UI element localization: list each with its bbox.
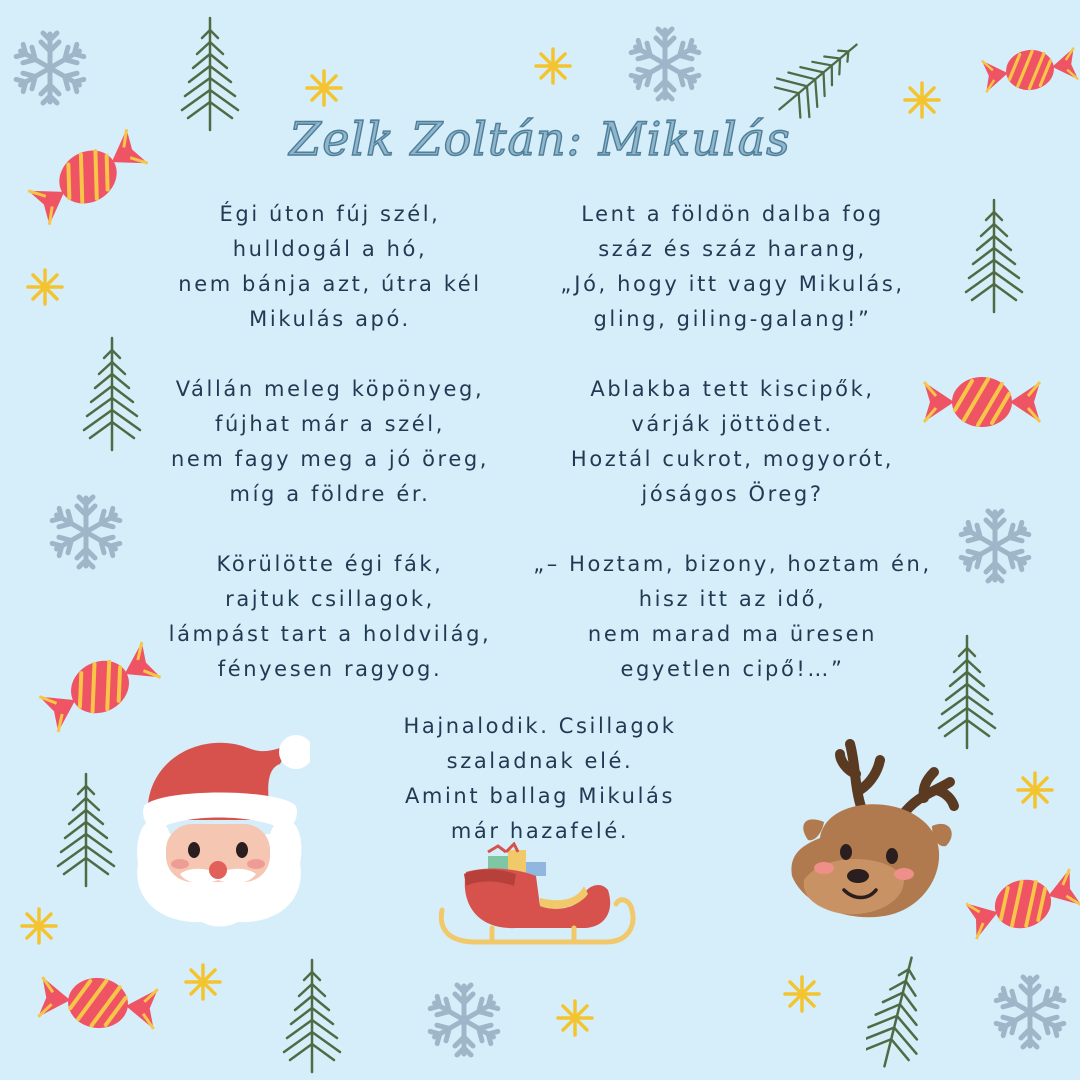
sleigh-icon [436, 842, 642, 954]
poem-title: Zelk Zoltán: Mikulás [289, 112, 791, 166]
candy-icon [980, 30, 1080, 110]
reindeer-icon [784, 730, 964, 925]
poem-line: jóságos Öreg? [641, 482, 824, 506]
star-icon [23, 265, 67, 309]
stanza-1 [110, 197, 550, 337]
star-icon [1013, 768, 1057, 812]
poem-line: várják jöttödet. [631, 412, 834, 436]
poem-line: már hazafelé. [450, 819, 630, 843]
poem-line: Égi úton fúj szél, [219, 202, 441, 226]
snowflake-icon [625, 24, 705, 104]
poem-line: Ablakba tett kiscipők, [590, 377, 875, 401]
poem-line: míg a földre ér. [229, 482, 431, 506]
poem-line: gling, giling-galang!” [593, 307, 872, 331]
poem-line: Lent a földön dalba fog [581, 202, 884, 226]
star-icon [302, 66, 346, 110]
poem-line: egyetlen cipő!…” [620, 657, 845, 681]
candy-icon [966, 856, 1080, 952]
stanza-6 [505, 547, 960, 687]
pine-tree-icon [962, 196, 1026, 316]
poem-line: Körülötte égi fák, [216, 552, 444, 576]
poem-line: Hoztál cukrot, mogyorót, [570, 447, 895, 471]
poem-line: lámpást tart a holdvilág, [168, 622, 492, 646]
star-icon [531, 44, 575, 88]
santa-icon [130, 724, 310, 929]
poem-line: Mikulás apó. [249, 307, 411, 331]
pine-tree-icon [54, 770, 118, 890]
poem-line: Hajnalodik. Csillagok [403, 714, 677, 738]
star-icon [553, 996, 597, 1040]
poem-line: hisz itt az idő, [638, 587, 827, 611]
stanza-4 [505, 372, 960, 512]
snowflake-icon [955, 506, 1035, 586]
poem-line: fényesen ragyog. [217, 657, 443, 681]
poem-line: „– Hoztam, bizony, hoztam én, [533, 552, 932, 576]
pine-tree-icon [866, 952, 930, 1072]
poem-line: fújhat már a szél, [215, 412, 445, 436]
snowflake-icon [10, 28, 90, 108]
poem-line: nem bánja azt, útra kél [178, 272, 482, 296]
stanza-3 [110, 372, 550, 512]
snowflake-icon [424, 980, 504, 1060]
poem-line: nem marad ma üresen [587, 622, 878, 646]
stanza-2 [505, 197, 960, 337]
poem-line: rajtuk csillagok, [225, 587, 435, 611]
pine-tree-icon [280, 956, 344, 1076]
snowflake-icon [990, 972, 1070, 1052]
candy-icon [36, 960, 160, 1046]
star-icon [780, 972, 824, 1016]
stanza-5 [110, 547, 550, 687]
star-icon [17, 904, 61, 948]
poem-line: Amint ballag Mikulás [404, 784, 676, 808]
poem-line: száz és száz harang, [598, 237, 867, 261]
poem-line: hulldogál a hó, [232, 237, 428, 261]
poem-line: „Jó, hogy itt vagy Mikulás, [560, 272, 905, 296]
poem-line: szaladnak elé. [446, 749, 634, 773]
poem-line: Vállán meleg köpönyeg, [175, 377, 485, 401]
poem-line: nem fagy meg a jó öreg, [170, 447, 490, 471]
stanza-7 [320, 709, 760, 849]
star-icon [181, 960, 225, 1004]
